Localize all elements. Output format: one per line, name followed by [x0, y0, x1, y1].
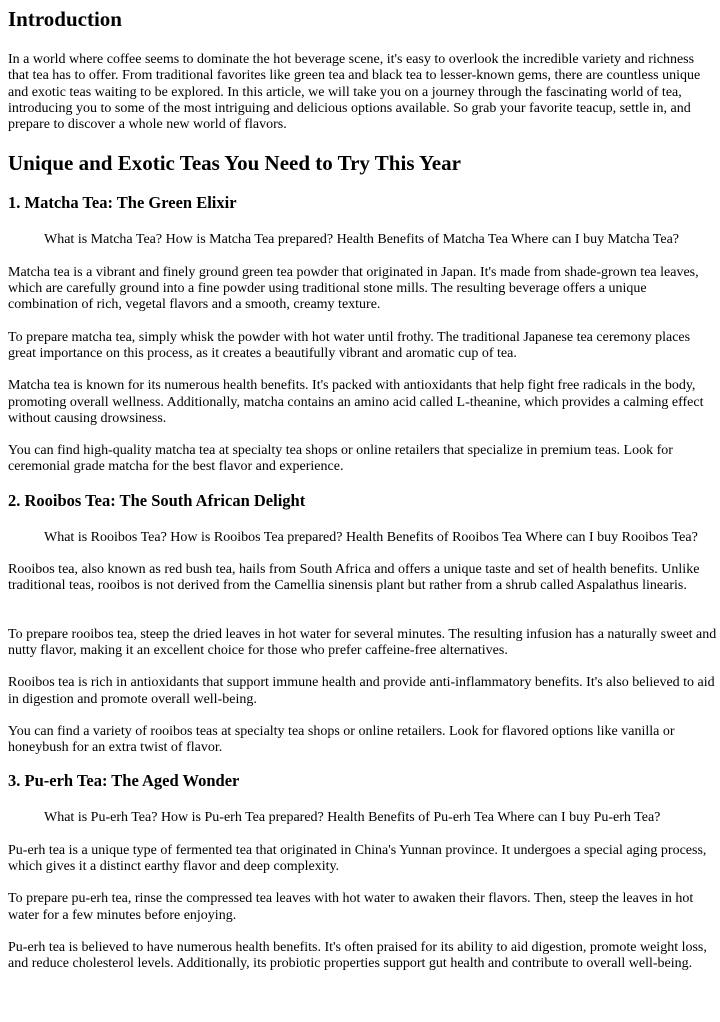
section-paragraph: Matcha tea is known for its numerous health benefits. It's packed with antioxidants that help fight free radicals in the body, promoting overall wellness. Additionally, matcha contains an amino acid called L-theanine, which provides a calming effect without causing drowsiness. [8, 378, 704, 426]
section-paragraph: Rooibos tea, also known as red bush tea, hails from South Africa and offers a unique taste and set of health benefits. Unlike traditional teas, rooibos is not derived from the Camellia sinensis plant but rather from a shrub called Aspalathus linearis. [8, 562, 700, 594]
intro-paragraph: In a world where coffee seems to dominate the hot beverage scene, it's easy to overlook the incredible variety and richness that tea has to offer. From traditional favorites like green tea and black tea to lesser-known gems, there are countless unique and exotic teas waiting to be explored. In this article, we will take you on a journey through the fascinating world of tea, introducing you to some of the most intriguing and delicious options available. So grab your favorite teacup, settle in, and prepare to discover a whole new world of flavors. [8, 52, 701, 133]
main-heading: Unique and Exotic Teas You Need to Try This Year [8, 151, 461, 176]
section-toc-rooibos: What is Rooibos Tea? How is Rooibos Tea prepared? Health Benefits of Rooibos Tea Where can I buy Rooibos Tea? [44, 529, 698, 545]
section-toc-puerh: What is Pu-erh Tea? How is Pu-erh Tea prepared? Health Benefits of Pu-erh Tea Where can I buy Pu-erh Tea? [44, 810, 661, 826]
section-paragraph: To prepare pu-erh tea, rinse the compressed tea leaves with hot water to awaken their flavors. Then, steep the leaves in hot water for a few minutes before enjoying. [8, 891, 694, 923]
section-toc-matcha: What is Matcha Tea? How is Matcha Tea prepared? Health Benefits of Matcha Tea Where can I buy Matcha Tea? [44, 232, 680, 248]
section-paragraph: To prepare matcha tea, simply whisk the powder with hot water until frothy. The traditional Japanese tea ceremony places great importance on this process, as it creates a beautifully vibrant and aromatic cup of tea. [8, 329, 691, 361]
section-paragraph: To prepare rooibos tea, steep the dried leaves in hot water for several minutes. The resulting infusion has a naturally sweet and nutty flavor, making it an excellent choice for those who prefer caffeine-free alternatives. [8, 626, 717, 658]
section-heading-rooibos: 2. Rooibos Tea: The South African Delight [8, 490, 306, 510]
section-paragraph: Matcha tea is a vibrant and finely ground green tea powder that originated in Japan. It's made from shade-grown tea leaves, which are carefully ground into a fine powder using traditional stone mills. The resulting beverage offers a unique combination of rich, vegetal flavors and a smooth, creamy texture. [8, 264, 699, 313]
section-paragraph: Rooibos tea is rich in antioxidants that support immune health and provide anti-inflammatory benefits. It's also believed to aid in digestion and promote overall well-being. [8, 675, 715, 707]
section-paragraph: You can find high-quality matcha tea at specialty tea shops or online retailers that specialize in premium teas. Look for ceremonial grade matcha for the best flavor and experience. [8, 443, 673, 475]
section-heading-puerh: 3. Pu-erh Tea: The Aged Wonder [8, 771, 240, 791]
section-paragraph: Pu-erh tea is a unique type of fermented tea that originated in China's Yunnan province. It undergoes a special aging process, which gives it a distinct earthy flavor and deep complexity. [8, 842, 707, 875]
section-paragraph: You can find a variety of rooibos teas at specialty tea shops or online retailers. Look for flavored options like vanilla or honeybush for an extra twist of flavor. [8, 723, 675, 756]
article [0, 4, 720, 973]
intro-heading: Introduction [8, 7, 122, 31]
section-heading-matcha: 1. Matcha Tea: The Green Elixir [8, 193, 237, 213]
section-paragraph: Pu-erh tea is believed to have numerous health benefits. It's often praised for its ability to aid digestion, promote weight loss, and reduce cholesterol levels. Additionally, its probiotic properties support gut health and contribute to overall well-being. [8, 939, 707, 972]
